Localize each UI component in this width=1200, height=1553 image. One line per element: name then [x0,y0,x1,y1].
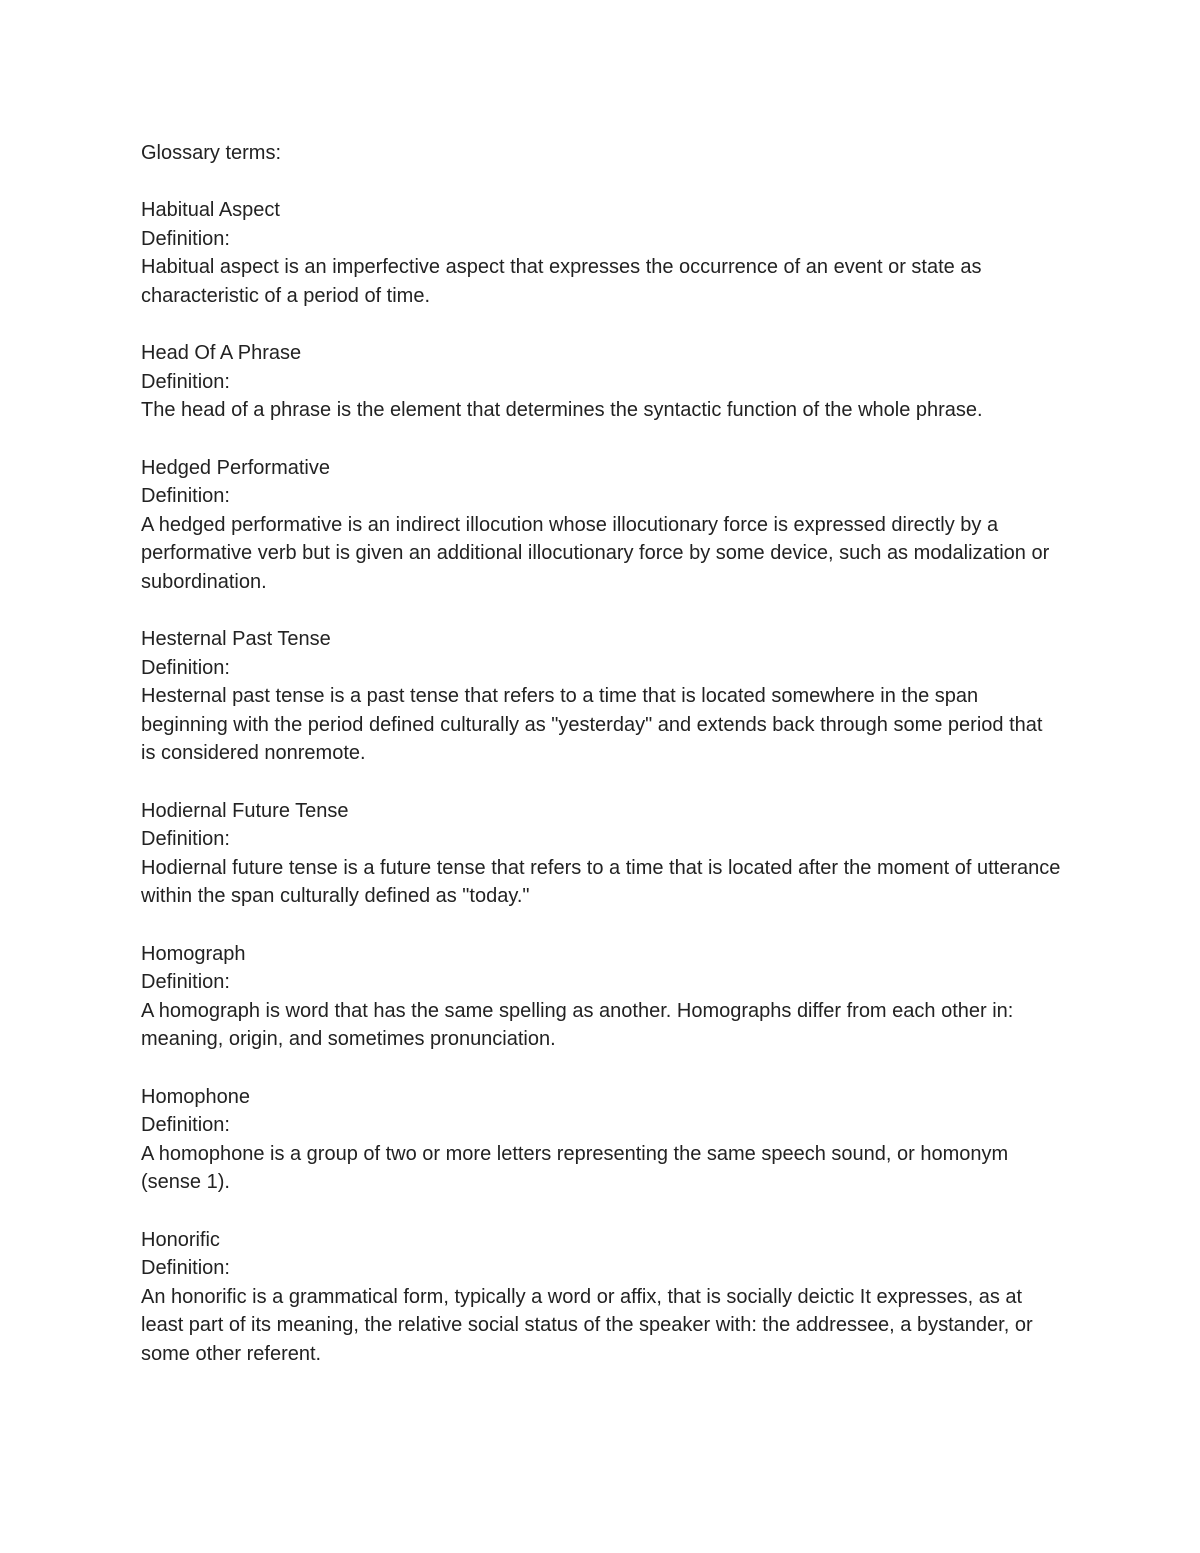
definition-label: Definition: [141,656,230,679]
glossary-entry [141,339,1061,425]
definition-label: Definition: [141,1114,230,1137]
document-body [141,139,1061,1397]
definition-label: Definition: [141,485,230,508]
definition-text: A homophone is a group of two or more letters representing the same speech sound, or homonym (sense 1). [141,1142,1009,1194]
glossary-term: Head Of A Phrase [141,342,302,365]
glossary-entry [141,1226,1061,1369]
glossary-entry [141,625,1061,768]
definition-text: Hesternal past tense is a past tense that refers to a time that is located somewhere in the span beginning with the period defined culturally as "yesterday" and extends back through some period that is considered nonremote. [141,685,1043,765]
definition-label: Definition: [141,971,230,994]
glossary-term: Habitual Aspect [141,199,280,222]
glossary-entry [141,940,1061,1054]
definition-label: Definition: [141,370,230,393]
glossary-entry [141,196,1061,310]
definition-text: Hodiernal future tense is a future tense that refers to a time that is located after the moment of utterance within the span culturally defined as "today." [141,856,1061,908]
definition-text: A homograph is word that has the same spelling as another. Homographs differ from each other in: meaning, origin, and sometimes pronunciation. [141,999,1014,1051]
glossary-term: Hedged Performative [141,456,330,479]
definition-text: A hedged performative is an indirect illocution whose illocutionary force is expressed directly by a performative verb but is given an additional illocutionary force by some device, such as modalization or subordination. [141,513,1050,593]
definition-text: The head of a phrase is the element that determines the syntactic function of the whole phrase. [141,399,983,422]
definition-text: An honorific is a grammatical form, typically a word or affix, that is socially deictic It expresses, as at least part of its meaning, the relative social status of the speaker with: the addressee, a bystander, or some other referent. [141,1285,1033,1365]
glossary-entry [141,797,1061,911]
glossary-entry [141,454,1061,597]
definition-label: Definition: [141,828,230,851]
glossary-term: Homograph [141,942,246,965]
glossary-term: Homophone [141,1085,250,1108]
definition-label: Definition: [141,1257,230,1280]
glossary-entry [141,1083,1061,1197]
definition-label: Definition: [141,227,230,250]
glossary-term: Hesternal Past Tense [141,628,331,651]
page-heading: Glossary terms: [141,142,282,164]
definition-text: Habitual aspect is an imperfective aspect that expresses the occurrence of an event or state as characteristic of a period of time. [141,256,982,307]
glossary-term: Hodiernal Future Tense [141,799,349,822]
glossary-term: Honorific [141,1228,220,1251]
